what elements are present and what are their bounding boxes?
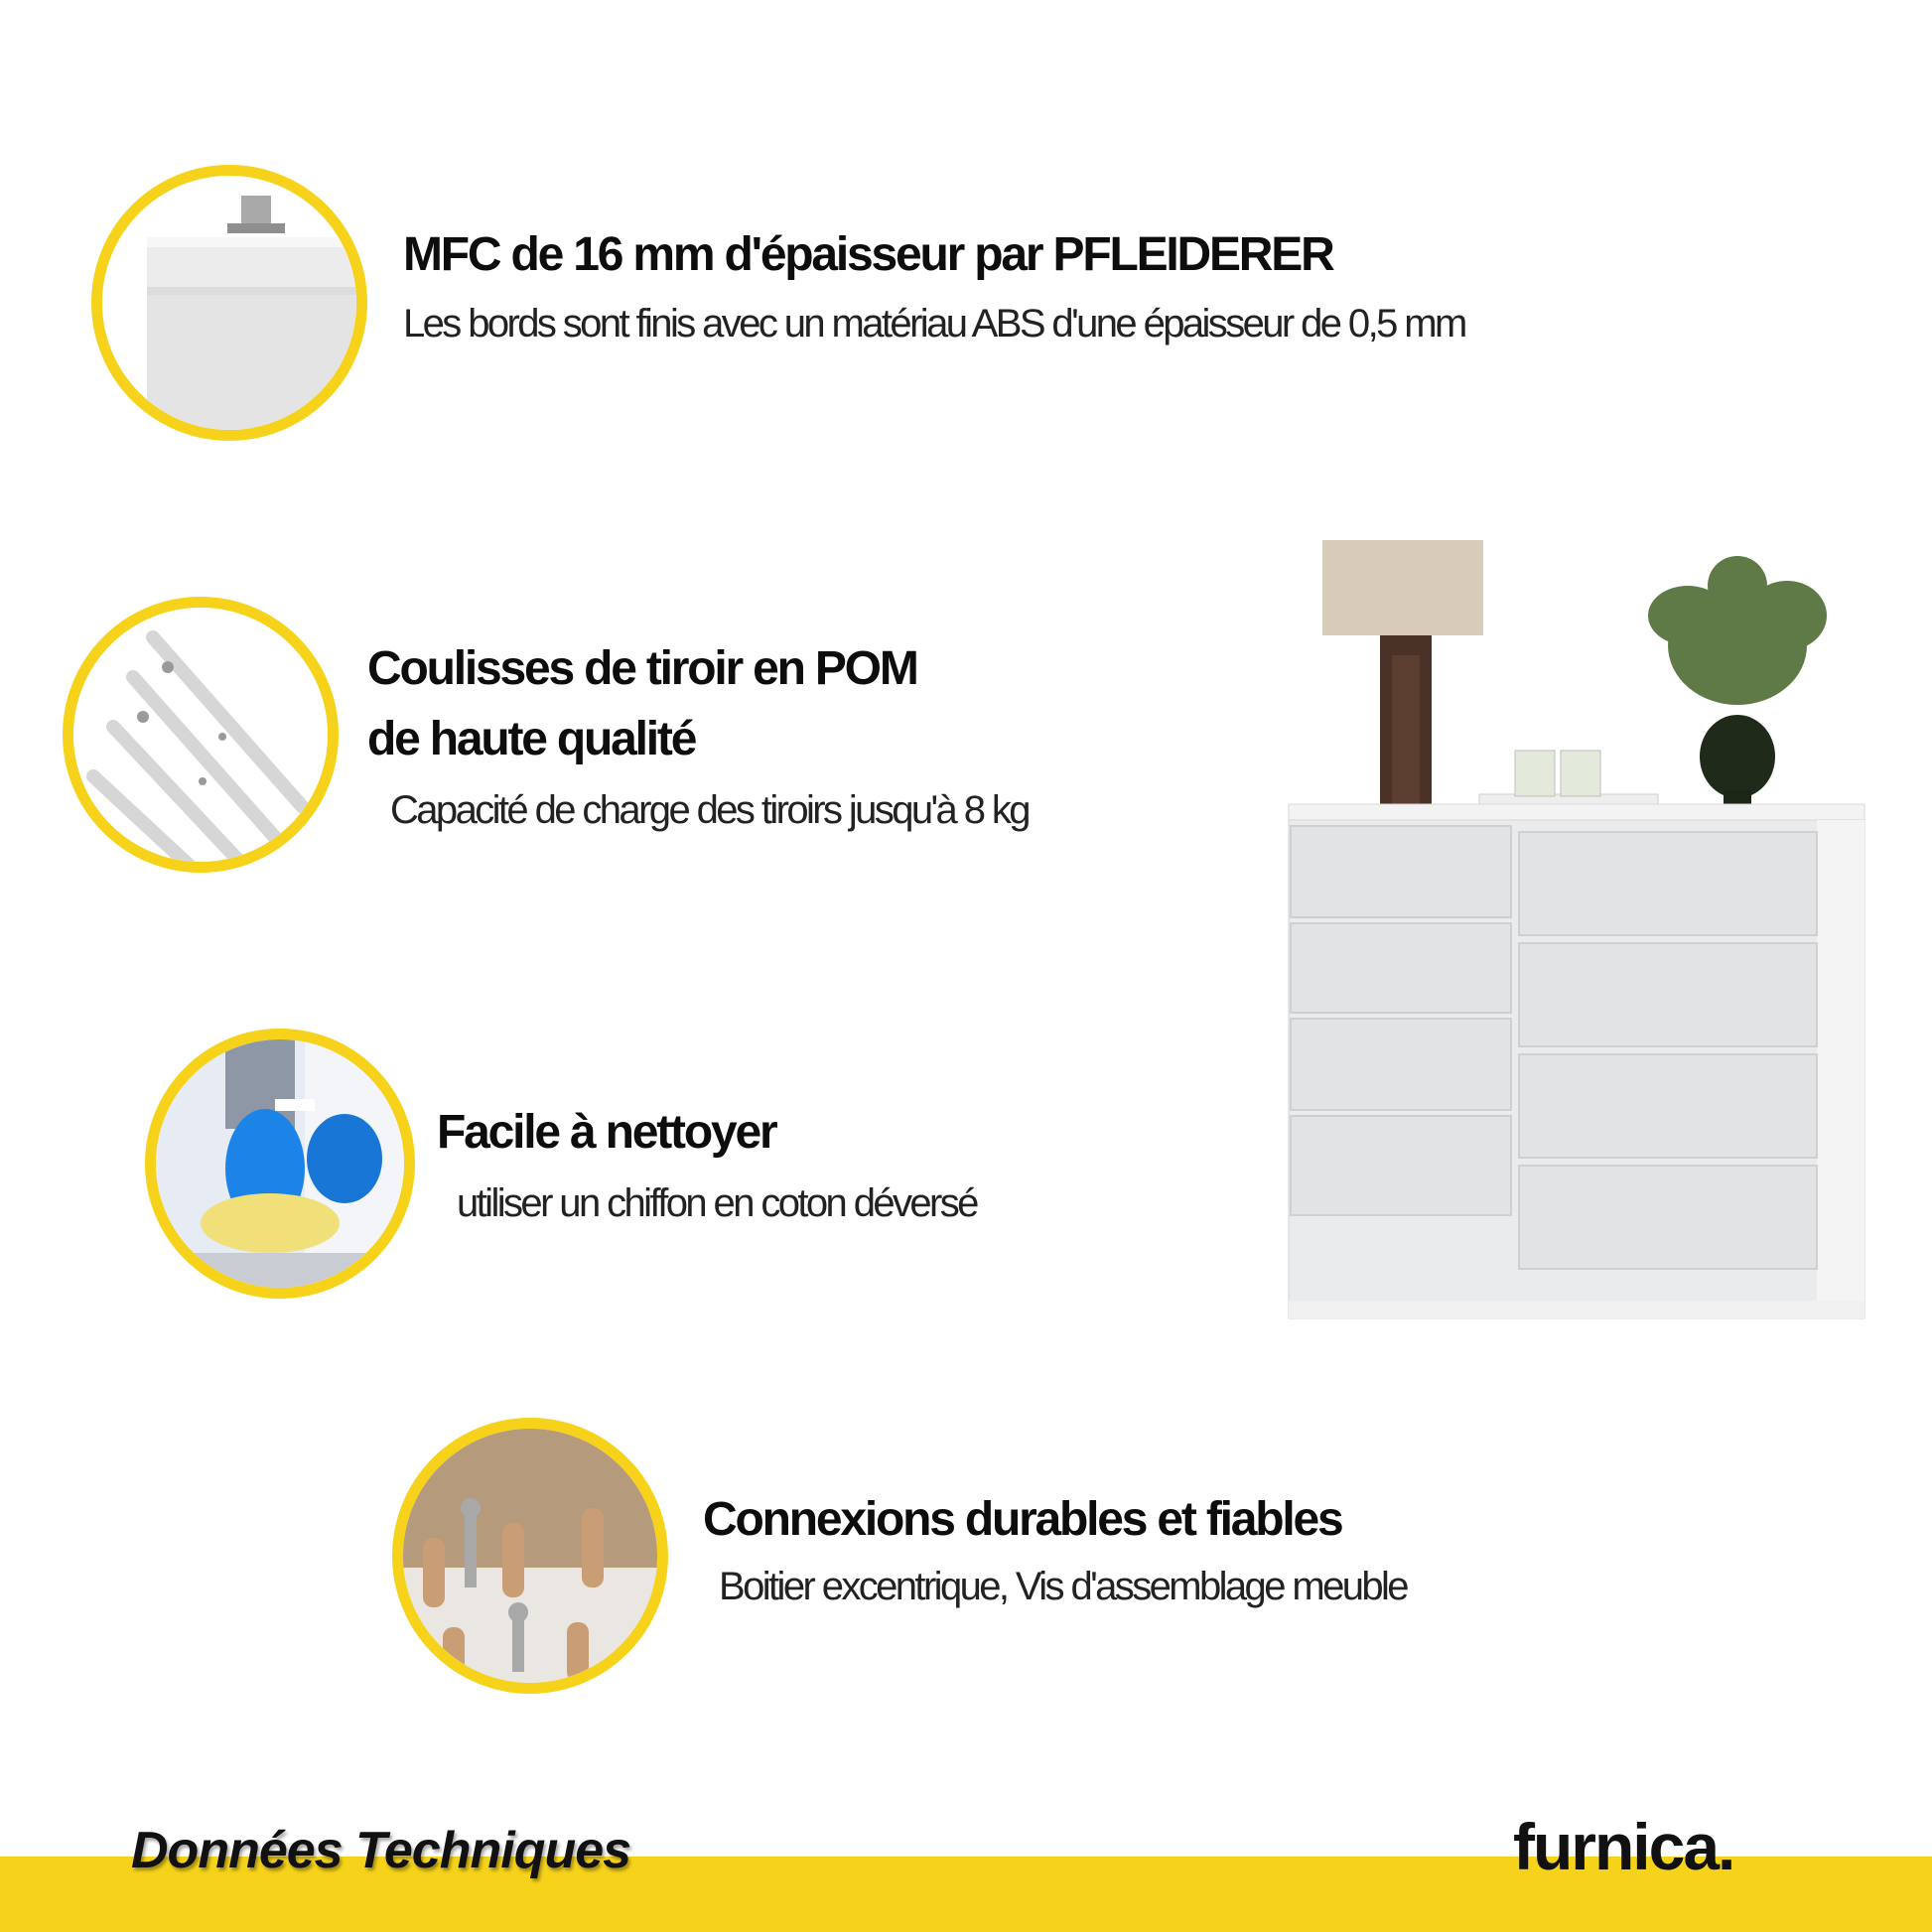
product-image-dresser: [1281, 526, 1876, 1330]
feature-title-slides-line1: Coulisses de tiroir en POM: [367, 642, 917, 695]
drawer-left-1: [1291, 826, 1511, 917]
drawer-left-3: [1291, 1019, 1511, 1110]
drawer-left-4: [1291, 1116, 1511, 1215]
feature-photo-drawer-slides: [63, 597, 339, 873]
lamp-shade: [1322, 540, 1483, 635]
panel-edge-icon: [102, 176, 356, 430]
feature-subtitle-mfc: Les bords sont finis avec un matériau ABS d'une épaisseur de 0,5 mm: [403, 302, 1465, 345]
plant-pot: [1700, 715, 1775, 798]
brand-logo: furnica.: [1513, 1810, 1734, 1883]
drawer-right-4: [1519, 1166, 1817, 1269]
drawer-right-1: [1519, 832, 1817, 935]
feature-title-cleaning: Facile à nettoyer: [437, 1106, 776, 1159]
feature-subtitle-cleaning: utiliser un chiffon en coton déversé: [457, 1181, 977, 1225]
drawer-slides-icon: [73, 608, 328, 862]
dresser-top: [1289, 804, 1864, 820]
drawer-right-3: [1519, 1054, 1817, 1158]
feature-title-slides-line2: de haute qualité: [367, 713, 696, 765]
feature-subtitle-connections: Boitier excentrique, Vis d'assemblage meuble: [719, 1565, 1407, 1608]
dowels-screws-icon: [403, 1429, 657, 1683]
drawer-left-2: [1291, 923, 1511, 1013]
feature-photo-cleaning: [145, 1029, 415, 1299]
feature-subtitle-slides: Capacité de charge des tiroirs jusqu'à 8 kg: [390, 788, 1029, 832]
feature-title-connections: Connexions durables et fiables: [703, 1493, 1342, 1546]
feature-title-mfc: MFC de 16 mm d'épaisseur par PFLEIDERER: [403, 228, 1333, 281]
feature-photo-connections: [392, 1418, 668, 1694]
feature-photo-panel-edge: [91, 165, 367, 441]
footer-label: Données Techniques: [131, 1822, 631, 1879]
drawer-right-2: [1519, 943, 1817, 1046]
cleaning-gloves-icon: [156, 1039, 404, 1288]
